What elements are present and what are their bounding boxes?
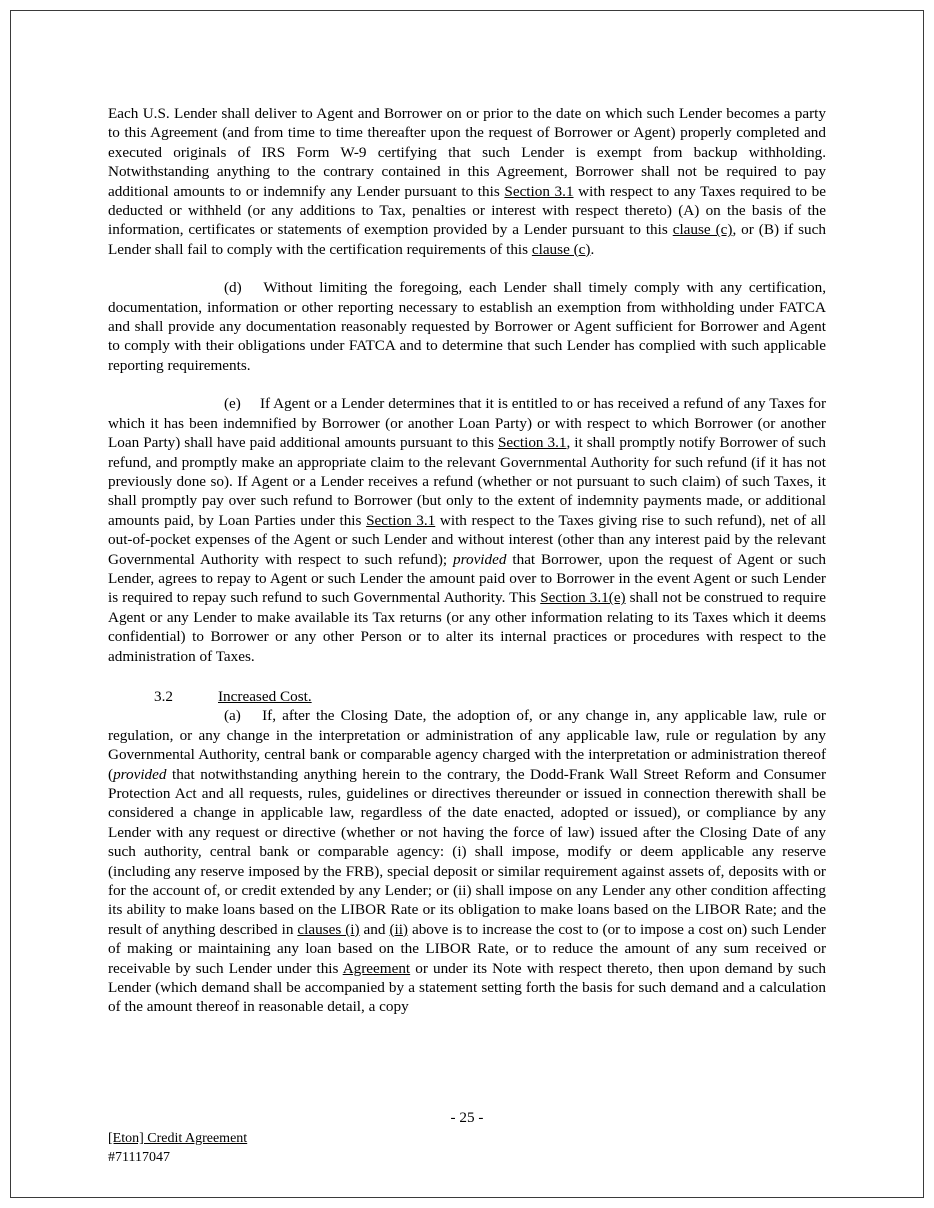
cross-reference: clauses (i) (297, 920, 360, 938)
text-run: shall not be construed to require Agent or any Lender to make available its Tax returns (or any other information relating to its Taxes which it deems confidential) to Borrower or any other Person or to alter its internal practices or procedures with respect to the administration of Taxes. (108, 589, 827, 665)
page-number: - 25 - (450, 1109, 484, 1126)
paragraph-clause-d-fatca (108, 278, 826, 375)
cross-reference: clause (c) (672, 221, 733, 239)
document-footer (108, 1130, 247, 1167)
footer-document-number: #71117047 (108, 1150, 170, 1165)
paragraph-us-lender-delivery (108, 104, 826, 259)
cross-reference: Section 3.1 (504, 182, 574, 200)
text-run: If Agent or a Lender determines that it is entitled to or has received a refund of any Taxes for which it has been indemnified by Borrower (or another Loan Party) or with respect to which Borrower (or another Loan Party) shall have paid additional amounts pursuant to this (108, 395, 826, 452)
cross-reference: Agreement (342, 959, 411, 977)
paragraph-group-before-section (108, 104, 826, 666)
paragraph-clause-e-refunds (108, 394, 826, 666)
cross-reference: clause (c) (531, 240, 591, 258)
text-run: above is to increase the cost to (or to impose a cost on) such Lender of making or maintaining any loan based on the LIBOR Rate, or to reduce the amount of any sum received or receivable by such Lender under this (108, 920, 826, 977)
text-run: that Borrower, upon the request of Agent or such Lender, agrees to repay to Agent or such Lender the amount paid over to Borrower in the event Agent or such Lender is required to repay such refund to such Governmental Authority. This (108, 550, 826, 607)
italic-term: provided (453, 550, 507, 568)
cross-reference: Section 3.1 (366, 511, 436, 529)
text-run: (d) (224, 279, 242, 297)
document-body (108, 104, 826, 1017)
section-number: 3.2 (154, 687, 173, 705)
text-run: Each U.S. Lender shall deliver to Agent and Borrower on or prior to the date on which such Lender becomes a party to this Agreement (and from time to time thereafter upon the request of Borrower or Agent) properly completed and executed originals of IRS Form W-9 certifying that such Lender is exempt from backup withholding. Notwithstanding anything to the contrary contained in this Agreement, Borrower shall not be required to pay additional amounts to or indemnify any Lender pursuant to this (108, 105, 826, 200)
paragraph-group-after-section (108, 706, 826, 1017)
text-run: , it shall promptly notify Borrower of such refund, and promptly make an appropriate claim to the relevant Governmental Authority for such refund (if it has not previously done so). If Agent or a Lender receives a refund (whether or not pursuant to such claim) of such Taxes, it shall promptly pay over such refund to Borrower (but only to the extent of indemnity payments made, or additional amounts paid, by Loan Parties under this (108, 434, 826, 529)
text-run: with respect to any Taxes required to be deducted or withheld (or any additions to Tax, penalties or interest with respect thereto) (A) on the basis of the information, certificates or statements of exemption provided by a Lender pursuant to this (108, 182, 826, 239)
section-heading-3-2 (108, 687, 826, 706)
section-title: Increased Cost. (218, 687, 312, 705)
cross-reference: Section 3.1 (497, 434, 567, 452)
paragraph-clause-a-increased-cost (108, 706, 826, 1017)
italic-term: provided (113, 765, 167, 783)
text-run: If, after the Closing Date, the adoption of, or any change in, any applicable law, rule or regulation, or any change in the interpretation or administration of any applicable law, rule or regulation by any Governmental Authority, central bank or comparable agency charged with the interpretation or administration thereof ( (108, 707, 826, 783)
text-run: Without limiting the foregoing, each Lender shall timely comply with any certification, documentation, information or other reporting necessary to establish an exemption from withholding under FATCA and shall provide any documentation reasonably requested by Borrower or Agent sufficient for Borrower and Agent to comply with their obligations under FATCA and to determine that such Lender has complied with such applicable reporting requirements. (108, 279, 826, 374)
text-run: or under its Note with respect thereto, then upon demand by such Lender (which demand shall be accompanied by a statement setting forth the basis for such demand and a calculation of the amount thereof in reasonable detail, a copy (108, 959, 826, 1016)
text-run: that notwithstanding anything herein to the contrary, the Dodd-Frank Wall Street Reform and Consumer Protection Act and all requests, rules, guidelines or directives thereunder or issued in connection therewith shall be considered a change in applicable law, regardless of the date enacted, adopted or issued), or compliance by any Lender with any request or directive (whether or not having the force of law) issued after the Closing Date of any such authority, central bank or comparable agency: (i) shall impose, modify or deem applicable any reserve (including any reserve imposed by the FRB), special deposit or similar requirement against assets of, deposits with or for the account of, or credit extended by any Lender; or (ii) shall impose on any Lender any other condition affecting its ability to make loans based on the LIBOR Rate or its obligation to make loans based on the LIBOR Rate; and the result of anything described in (108, 765, 826, 938)
text-run: and (359, 920, 390, 938)
text-run: (e) (224, 395, 241, 413)
cross-reference: Section 3.1(e) (540, 589, 626, 607)
text-run: , or (B) if such Lender shall fail to comply with the certification requirements of this (108, 221, 826, 258)
cross-reference: (ii) (389, 920, 408, 938)
text-run: (a) (224, 707, 241, 725)
text-run: with respect to the Taxes giving rise to such refund), net of all out-of-pocket expenses of the Agent or such Lender and without interest (other than any interest paid by the relevant Governmental Authority with respect to such refund); (108, 511, 826, 568)
footer-agreement-name: [Eton] Credit Agreement (108, 1131, 248, 1146)
text-run: . (590, 240, 595, 258)
